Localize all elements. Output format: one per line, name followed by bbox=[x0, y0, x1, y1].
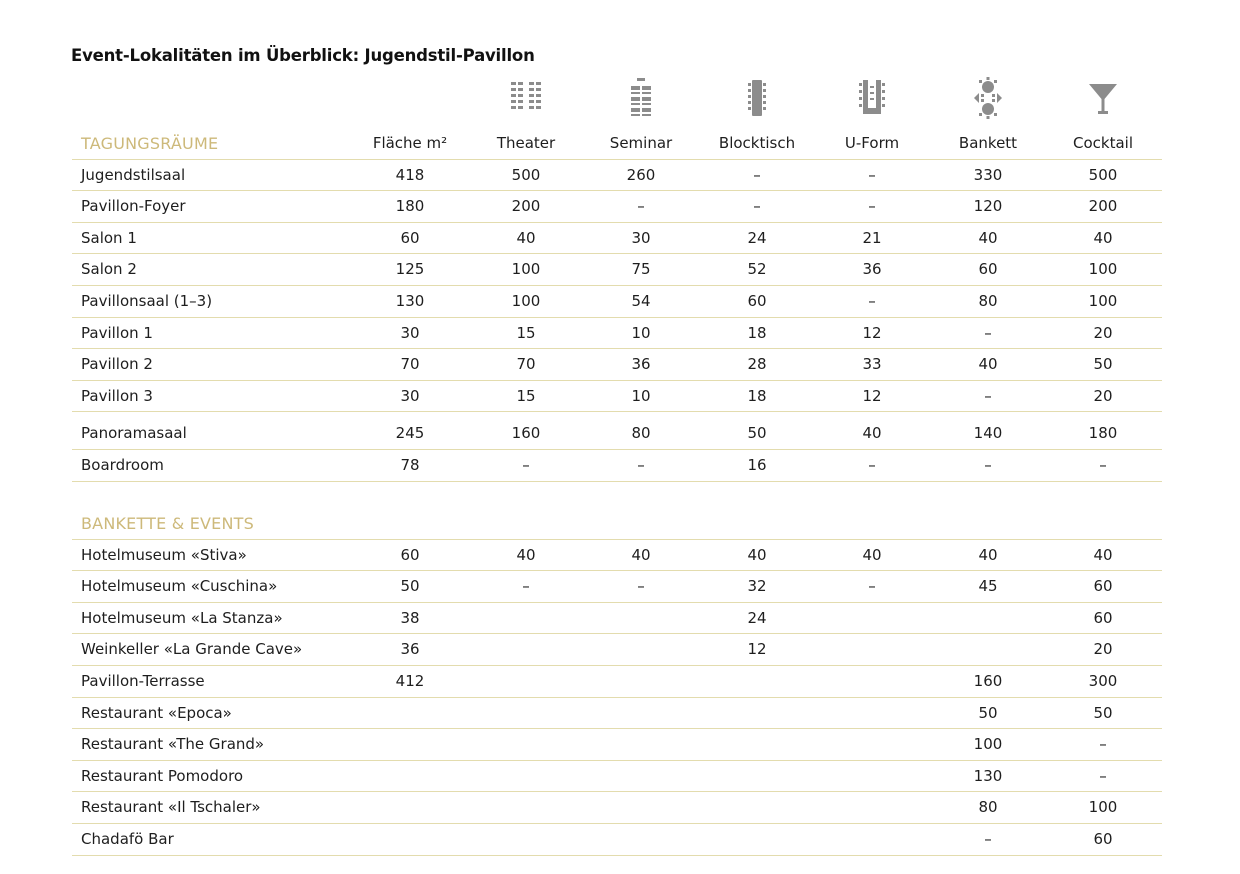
blocktisch-icon bbox=[732, 76, 782, 120]
setup-icons-row bbox=[0, 76, 1240, 120]
venue-name: Restaurant «Il Tschaler» bbox=[81, 798, 261, 817]
table-row bbox=[72, 191, 1162, 223]
table-cell: 100 bbox=[1088, 798, 1118, 817]
table-cell: 30 bbox=[400, 323, 420, 342]
table-cell: 28 bbox=[747, 355, 767, 374]
table-cell: 60 bbox=[747, 291, 767, 310]
table-row bbox=[72, 412, 1162, 450]
table-row bbox=[72, 349, 1162, 381]
table-cell: 200 bbox=[1088, 197, 1118, 216]
table-cell: 20 bbox=[1093, 640, 1113, 659]
table-cell: 500 bbox=[1088, 165, 1118, 184]
table-cell: 52 bbox=[747, 260, 767, 279]
table-cell: 40 bbox=[978, 228, 998, 247]
table-cell: 20 bbox=[1093, 386, 1113, 405]
column-header-theater: Theater bbox=[496, 134, 556, 152]
table-cell: 15 bbox=[516, 323, 536, 342]
table-cell: 418 bbox=[395, 165, 425, 184]
table-row bbox=[72, 603, 1162, 635]
table-cell: 140 bbox=[973, 424, 1003, 443]
table-cell: – bbox=[522, 577, 530, 596]
table-cell: – bbox=[868, 291, 876, 310]
venue-name: Restaurant «Epoca» bbox=[81, 703, 232, 722]
venue-name: Pavillonsaal (1–3) bbox=[81, 291, 213, 310]
table-row bbox=[72, 761, 1162, 793]
table-row bbox=[72, 698, 1162, 730]
table-row bbox=[72, 223, 1162, 255]
table-row bbox=[72, 792, 1162, 824]
table-cell: 100 bbox=[511, 291, 541, 310]
table-row bbox=[72, 824, 1162, 856]
table-cell: 300 bbox=[1088, 671, 1118, 690]
table-cell: 100 bbox=[1088, 291, 1118, 310]
table-cell: – bbox=[637, 577, 645, 596]
table-cell: 60 bbox=[400, 228, 420, 247]
table-cell: 260 bbox=[626, 165, 656, 184]
cocktail-icon bbox=[1078, 76, 1128, 120]
table-header-row bbox=[72, 128, 1162, 160]
table-cell: 36 bbox=[400, 640, 420, 659]
venue-table-section-1 bbox=[72, 128, 1162, 482]
table-cell: 10 bbox=[631, 323, 651, 342]
table-cell: 80 bbox=[978, 798, 998, 817]
venue-name: Pavillon 3 bbox=[81, 386, 153, 405]
table-cell: 75 bbox=[631, 260, 651, 279]
table-cell: 412 bbox=[395, 671, 425, 690]
section-label: BANKETTE & EVENTS bbox=[81, 514, 254, 533]
table-cell: 20 bbox=[1093, 323, 1113, 342]
table-cell: 40 bbox=[1093, 228, 1113, 247]
table-cell: – bbox=[753, 197, 761, 216]
table-row bbox=[72, 254, 1162, 286]
table-cell: 40 bbox=[978, 545, 998, 564]
table-cell: 24 bbox=[747, 608, 767, 627]
table-cell: 40 bbox=[1093, 545, 1113, 564]
venue-table-section-2 bbox=[72, 508, 1162, 856]
table-cell: 12 bbox=[862, 386, 882, 405]
table-cell: 40 bbox=[747, 545, 767, 564]
table-cell: 100 bbox=[1088, 260, 1118, 279]
table-cell: 50 bbox=[747, 424, 767, 443]
venue-name: Hotelmuseum «Cuschina» bbox=[81, 577, 278, 596]
table-row bbox=[72, 381, 1162, 413]
theater-icon bbox=[501, 76, 551, 120]
table-cell: 70 bbox=[400, 355, 420, 374]
column-header-bankett: Bankett bbox=[958, 134, 1018, 152]
column-header-seminar: Seminar bbox=[609, 134, 673, 152]
table-cell: 40 bbox=[862, 545, 882, 564]
table-cell: 180 bbox=[1088, 424, 1118, 443]
table-row bbox=[72, 571, 1162, 603]
table-cell: – bbox=[1099, 766, 1107, 785]
table-row bbox=[72, 450, 1162, 482]
table-cell: – bbox=[868, 197, 876, 216]
table-cell: – bbox=[522, 456, 530, 475]
table-cell: 40 bbox=[516, 228, 536, 247]
table-cell: 12 bbox=[747, 640, 767, 659]
table-cell: 30 bbox=[400, 386, 420, 405]
table-cell: 40 bbox=[862, 424, 882, 443]
table-cell: 200 bbox=[511, 197, 541, 216]
table-cell: 15 bbox=[516, 386, 536, 405]
venue-name: Panoramasaal bbox=[81, 424, 187, 443]
bankett-icon bbox=[963, 76, 1013, 120]
table-cell: 120 bbox=[973, 197, 1003, 216]
section-header-row bbox=[72, 508, 1162, 540]
table-cell: – bbox=[868, 165, 876, 184]
seminar-icon bbox=[616, 76, 666, 120]
table-cell: 100 bbox=[973, 735, 1003, 754]
table-cell: 40 bbox=[516, 545, 536, 564]
section-label: TAGUNGSRÄUME bbox=[81, 134, 219, 153]
table-cell: 50 bbox=[1093, 355, 1113, 374]
column-header-u-form: U-Form bbox=[844, 134, 900, 152]
table-cell: – bbox=[1099, 735, 1107, 754]
table-cell: – bbox=[984, 456, 992, 475]
table-cell: 32 bbox=[747, 577, 767, 596]
table-cell: 30 bbox=[631, 228, 651, 247]
table-cell: 50 bbox=[978, 703, 998, 722]
table-cell: 180 bbox=[395, 197, 425, 216]
venue-name: Salon 2 bbox=[81, 260, 137, 279]
table-cell: – bbox=[984, 386, 992, 405]
table-cell: 100 bbox=[511, 260, 541, 279]
table-cell: 21 bbox=[862, 228, 882, 247]
table-cell: – bbox=[637, 197, 645, 216]
table-cell: – bbox=[753, 165, 761, 184]
venue-name: Pavillon 1 bbox=[81, 323, 153, 342]
venue-name: Pavillon 2 bbox=[81, 355, 153, 374]
table-cell: 160 bbox=[511, 424, 541, 443]
venue-name: Restaurant «The Grand» bbox=[81, 735, 265, 754]
venue-name: Chadafö Bar bbox=[81, 829, 174, 848]
table-cell: 36 bbox=[631, 355, 651, 374]
table-cell: 38 bbox=[400, 608, 420, 627]
table-cell: – bbox=[984, 323, 992, 342]
table-cell: 45 bbox=[978, 577, 998, 596]
venue-name: Pavillon-Foyer bbox=[81, 197, 186, 216]
table-cell: 330 bbox=[973, 165, 1003, 184]
table-cell: 54 bbox=[631, 291, 651, 310]
table-row bbox=[72, 318, 1162, 350]
table-cell: – bbox=[984, 829, 992, 848]
page-title: Event-Lokalitäten im Überblick: Jugendstil-Pavillon bbox=[71, 46, 535, 65]
table-cell: 130 bbox=[973, 766, 1003, 785]
venue-name: Weinkeller «La Grande Cave» bbox=[81, 640, 303, 659]
table-cell: 60 bbox=[978, 260, 998, 279]
table-cell: 12 bbox=[862, 323, 882, 342]
table-cell: 24 bbox=[747, 228, 767, 247]
table-row bbox=[72, 540, 1162, 572]
table-row bbox=[72, 634, 1162, 666]
table-cell: 78 bbox=[400, 456, 420, 475]
table-row bbox=[72, 286, 1162, 318]
column-header-cocktail: Cocktail bbox=[1073, 134, 1133, 152]
table-cell: – bbox=[637, 456, 645, 475]
table-row bbox=[72, 729, 1162, 761]
table-cell: 60 bbox=[1093, 577, 1113, 596]
venue-name: Hotelmuseum «Stiva» bbox=[81, 545, 247, 564]
table-cell: 10 bbox=[631, 386, 651, 405]
u-form-icon bbox=[847, 76, 897, 120]
venue-name: Salon 1 bbox=[81, 228, 137, 247]
column-header-flaeche: Fläche m² bbox=[372, 134, 448, 152]
table-cell: 500 bbox=[511, 165, 541, 184]
table-cell: 50 bbox=[400, 577, 420, 596]
venue-name: Restaurant Pomodoro bbox=[81, 766, 244, 785]
venue-name: Boardroom bbox=[81, 456, 164, 475]
venue-name: Hotelmuseum «La Stanza» bbox=[81, 608, 283, 627]
table-cell: 80 bbox=[978, 291, 998, 310]
table-cell: 18 bbox=[747, 386, 767, 405]
table-cell: 40 bbox=[631, 545, 651, 564]
table-cell: – bbox=[868, 577, 876, 596]
column-header-blocktisch: Blocktisch bbox=[718, 134, 796, 152]
table-cell: 245 bbox=[395, 424, 425, 443]
table-cell: 33 bbox=[862, 355, 882, 374]
venue-name: Jugendstilsaal bbox=[81, 165, 186, 184]
table-cell: 160 bbox=[973, 671, 1003, 690]
table-cell: 60 bbox=[400, 545, 420, 564]
table-cell: 50 bbox=[1093, 703, 1113, 722]
table-row bbox=[72, 160, 1162, 192]
table-cell: 40 bbox=[978, 355, 998, 374]
table-row bbox=[72, 666, 1162, 698]
venue-name: Pavillon-Terrasse bbox=[81, 671, 205, 690]
table-cell: 36 bbox=[862, 260, 882, 279]
table-cell: 16 bbox=[747, 456, 767, 475]
table-cell: 125 bbox=[395, 260, 425, 279]
table-cell: 60 bbox=[1093, 608, 1113, 627]
table-cell: 70 bbox=[516, 355, 536, 374]
table-cell: – bbox=[1099, 456, 1107, 475]
table-cell: 18 bbox=[747, 323, 767, 342]
table-cell: 130 bbox=[395, 291, 425, 310]
table-cell: – bbox=[868, 456, 876, 475]
table-cell: 60 bbox=[1093, 829, 1113, 848]
table-cell: 80 bbox=[631, 424, 651, 443]
